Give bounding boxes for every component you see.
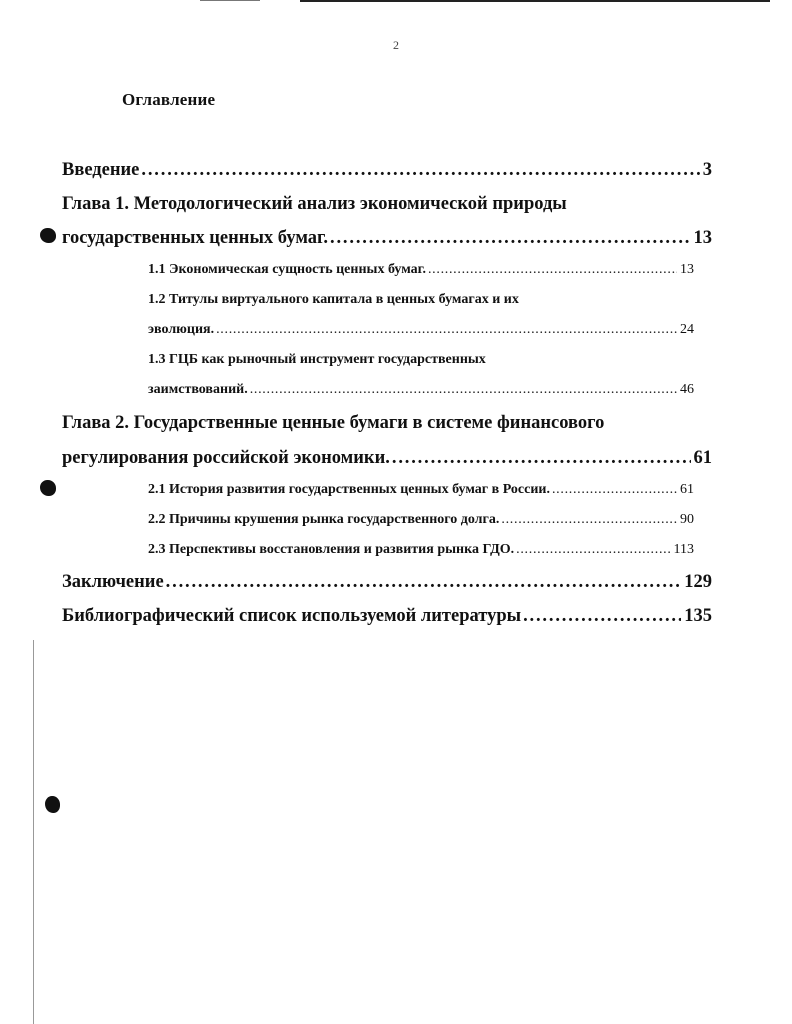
toc-page-number: 46	[680, 382, 694, 397]
binding-hole-mark	[45, 796, 60, 813]
binding-hole-mark	[40, 228, 56, 243]
toc-entry-label: 1.1 Экономическая сущность ценных бумаг.	[148, 262, 426, 277]
toc-entry-section-1-3-title[interactable]: 1.3 ГЦБ как рыночный инструмент государственных	[148, 352, 486, 367]
toc-page-number: 61	[680, 482, 694, 497]
dot-leader	[552, 482, 677, 498]
scan-edge-left	[33, 640, 34, 1024]
toc-page-number: 13	[693, 228, 712, 248]
toc-entry-section-2-3[interactable]	[148, 542, 694, 558]
dot-leader	[523, 606, 681, 627]
toc-entry-label: 2.3 Перспективы восстановления и развития рынка ГДО.	[148, 542, 515, 557]
toc-entry-label: Библиографический список используемой литературы	[62, 606, 522, 626]
dot-leader	[141, 160, 699, 181]
toc-page-number: 129	[684, 572, 712, 592]
toc-page-number: 13	[680, 262, 694, 277]
binding-hole-mark	[40, 480, 56, 496]
toc-page-number: 3	[702, 160, 712, 180]
toc-entry-label: Заключение	[62, 572, 164, 592]
toc-entry-bibliography[interactable]	[62, 606, 712, 627]
toc-page-number: 90	[680, 512, 694, 527]
dot-leader	[250, 382, 677, 398]
toc-entry-label: 2.2 Причины крушения рынка государственного долга.	[148, 512, 500, 527]
page-title: Оглавление	[122, 90, 216, 109]
toc-entry-section-1-2-title[interactable]: 1.2 Титулы виртуального капитала в ценных бумагах и их	[148, 292, 519, 307]
toc-entry-section-2-1[interactable]	[148, 482, 694, 498]
dot-leader	[501, 512, 677, 528]
scan-edge-top-fragment	[200, 0, 260, 1]
toc-page-number: 61	[693, 448, 712, 468]
toc-entry-label: 2.1 История развития государственных ценных бумаг в России.	[148, 482, 550, 497]
dot-leader	[216, 322, 677, 338]
toc-page-number: 135	[684, 606, 712, 626]
toc-entry-section-1-1[interactable]	[148, 262, 694, 278]
toc-entry-chapter-1-title[interactable]: Глава 1. Методологический анализ экономической природы	[62, 194, 567, 214]
toc-page-number: 113	[673, 542, 694, 557]
toc-entry-label: эволюция.	[148, 322, 215, 337]
toc-entry-chapter-1[interactable]	[62, 228, 712, 249]
toc-entry-chapter-2-title[interactable]: Глава 2. Государственные ценные бумаги в системе финансового	[62, 413, 605, 433]
toc-entry-label: государственных ценных бумаг.	[62, 228, 329, 248]
scan-edge-top	[300, 0, 770, 2]
toc-entry-introduction[interactable]	[62, 160, 712, 181]
dot-leader	[392, 448, 691, 469]
toc-entry-label: заимствований.	[148, 382, 248, 397]
toc-entry-section-1-3[interactable]	[148, 382, 694, 398]
dot-leader	[166, 572, 682, 593]
toc-entry-conclusion[interactable]	[62, 572, 712, 593]
toc-entry-label: регулирования российской экономики.	[62, 448, 390, 468]
toc-page-number: 24	[680, 322, 694, 337]
toc-entry-section-1-2[interactable]	[148, 322, 694, 338]
dot-leader	[330, 228, 690, 249]
dot-leader	[428, 262, 677, 278]
page-number: 2	[393, 38, 399, 52]
dot-leader	[516, 542, 670, 558]
toc-entry-section-2-2[interactable]	[148, 512, 694, 528]
toc-entry-chapter-2[interactable]	[62, 448, 712, 469]
toc-entry-label: Введение	[62, 160, 140, 180]
